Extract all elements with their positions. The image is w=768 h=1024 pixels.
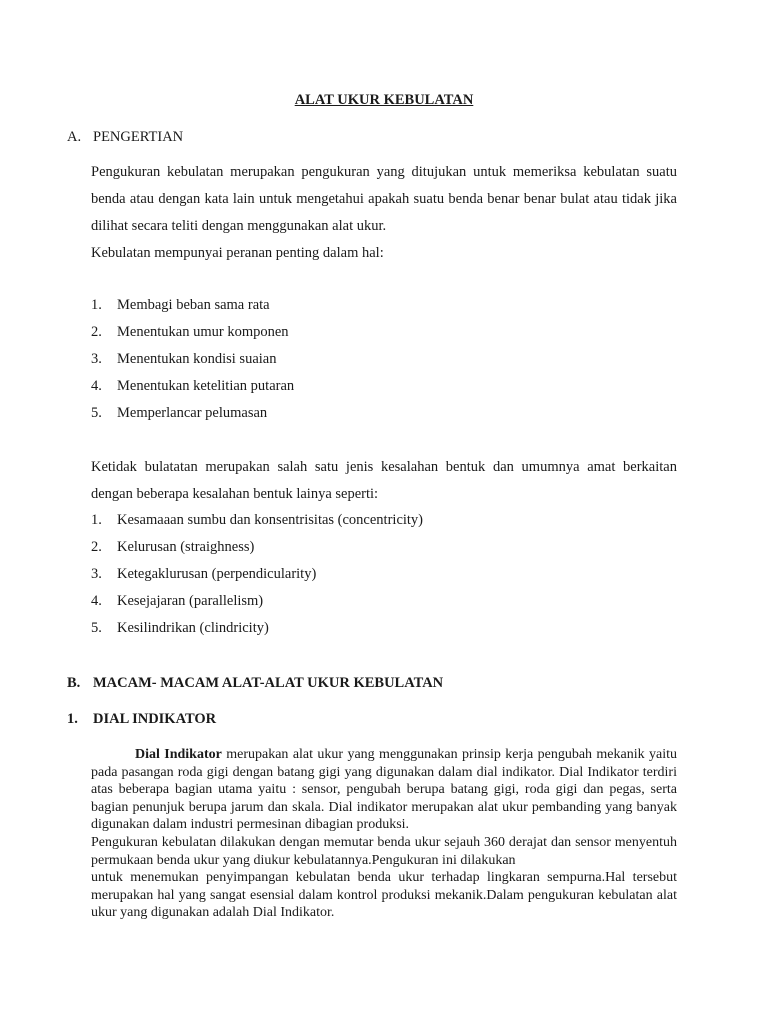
list-text: Menentukan ketelitian putaran xyxy=(117,378,295,394)
list-text: Menentukan umur komponen xyxy=(117,324,289,340)
list-item xyxy=(91,507,423,534)
list-item xyxy=(91,346,294,373)
document-title: ALAT UKUR KEBULATAN xyxy=(294,92,474,108)
subsection-1-marker: 1. xyxy=(67,711,78,727)
list-text: Menentukan kondisi suaian xyxy=(117,351,277,367)
dial-indicator-description: merupakan alat ukur yang menggunakan prinsip kerja pengubah mekanik yaitu pada pasangan roda gigi dengan batang gigi yang digunakan dalam dial indikator. Dial Indikator terdiri atas beberapa bagian utama yaitu : sensor, pengubah berupa batang gigi, roda gigi dan pegas, serta bagian penunjuk berupa jarum dan skala. Dial indikator merupakan alat ukur pembanding yang banyak digunakan dalam industri permesinan dibagian produksi. xyxy=(91,747,677,833)
section-b-title: MACAM- MACAM ALAT-ALAT UKUR KEBULATAN xyxy=(93,675,444,691)
list-number: 4. xyxy=(91,593,102,609)
section-a-title: PENGERTIAN xyxy=(93,129,184,145)
subsection-1-title: DIAL INDIKATOR xyxy=(93,711,217,727)
list-item xyxy=(91,373,294,400)
list-number: 1. xyxy=(91,512,102,528)
list-number: 4. xyxy=(91,378,102,394)
roles-intro: Kebulatan mempunyai peranan penting dalam hal: xyxy=(91,245,384,261)
list-text: Kelurusan (straighness) xyxy=(117,539,255,555)
list-item xyxy=(91,319,294,346)
list-number: 3. xyxy=(91,566,102,582)
list-text: Ketegaklurusan (perpendicularity) xyxy=(117,566,317,582)
list-text: Kesamaaan sumbu dan konsentrisitas (concentricity) xyxy=(117,512,424,528)
list-item xyxy=(91,400,294,427)
list-item xyxy=(91,534,423,561)
section-b-heading xyxy=(67,675,443,692)
form-errors-paragraph: Ketidak bulatatan merupakan salah satu jenis kesalahan bentuk dan umumnya amat berkaitan dengan beberapa kesalahan bentuk lainya seperti: xyxy=(91,459,677,502)
list-number: 2. xyxy=(91,324,102,340)
list-item xyxy=(91,615,423,642)
list-text: Memperlancar pelumasan xyxy=(117,405,268,421)
list-number: 1. xyxy=(91,297,102,313)
list-number: 3. xyxy=(91,351,102,367)
dial-indicator-term: Dial Indikator xyxy=(135,747,222,762)
section-b-marker: B. xyxy=(67,675,81,691)
dial-indicator-paragraph-1 xyxy=(91,746,677,834)
list-text: Membagi beban sama rata xyxy=(117,297,270,313)
list-number: 2. xyxy=(91,539,102,555)
section-a-marker: A. xyxy=(67,129,82,145)
list-item xyxy=(91,292,294,319)
list-item xyxy=(91,588,423,615)
roles-list xyxy=(91,292,294,427)
dial-indicator-paragraph-3: untuk menemukan penyimpangan kebulatan benda ukur terhadap lingkaran sempurna.Hal tersebut merupakan hal yang sangat esensial dalam kontrol produksi mekanik.Dalam pengukuran kebulatan alat ukur yang digunakan adalah Dial Indikator. xyxy=(91,870,677,921)
definition-paragraph: Pengukuran kebulatan merupakan pengukuran yang ditujukan untuk memeriksa kebulatan suatu benda atau dengan kata lain untuk mengetahui apakah suatu benda benar benar bulat atau tidak jika dilihat secara teliti dengan menggunakan alat ukur. xyxy=(91,164,677,234)
dial-indicator-text xyxy=(91,746,677,922)
list-text: Kesilindrikan (clindricity) xyxy=(117,620,269,636)
list-number: 5. xyxy=(91,620,102,636)
list-item xyxy=(91,561,423,588)
list-number: 5. xyxy=(91,405,102,421)
list-text: Kesejajaran (parallelism) xyxy=(117,593,264,609)
section-a-heading xyxy=(67,129,183,146)
dial-indicator-paragraph-2: Pengukuran kebulatan dilakukan dengan memutar benda ukur sejauh 360 derajat dan sensor menyentuh permukaan benda ukur yang diukur kebulatannya.Pengukuran ini dilakukan xyxy=(91,834,677,868)
subsection-1-heading xyxy=(67,711,216,728)
form-errors-list xyxy=(91,507,423,642)
